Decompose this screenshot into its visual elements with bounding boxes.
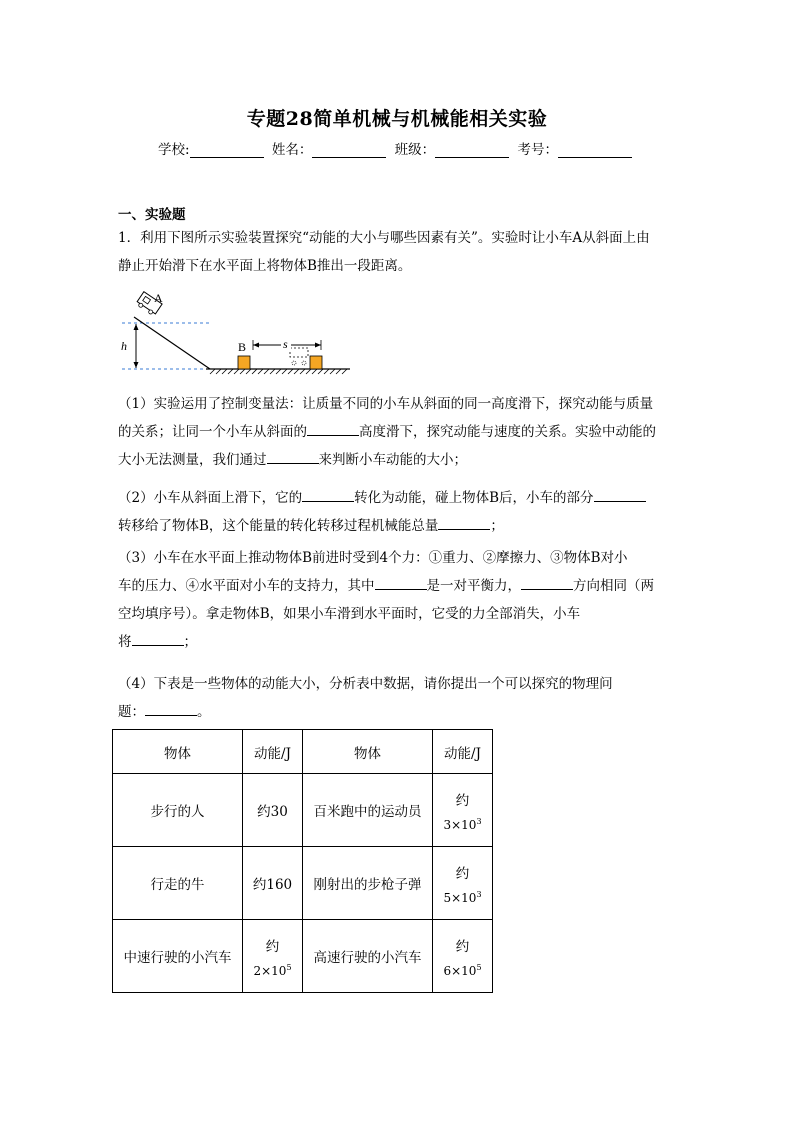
kinetic-energy-table	[112, 729, 493, 993]
table-cell: 百米跑中的运动员	[303, 774, 433, 847]
part-1-line-c: 大小无法测量，我们通过 来判断小车动能的大小；	[118, 446, 678, 474]
number-blank[interactable]	[558, 143, 632, 158]
label-s: s	[283, 337, 288, 351]
header-object-1: 物体	[113, 730, 243, 774]
label-b: B	[238, 340, 247, 354]
table-row	[113, 774, 493, 847]
header-energy-2: 动能/J	[433, 730, 493, 774]
table-cell: 步行的人	[113, 774, 243, 847]
answer-blank-4[interactable]	[594, 487, 646, 502]
name-blank[interactable]	[312, 143, 386, 158]
part-3-line-a: （3）小车在水平面上推动物体B前进时受到4个力：①重力、②摩擦力、③物体B对小	[118, 550, 628, 566]
part-4	[118, 670, 678, 726]
table-cell: 约 $2\times 10^5$	[243, 920, 303, 993]
table-header-row	[113, 730, 493, 774]
incline-diagram	[118, 290, 358, 380]
part-2-line-b: 转移给了物体B，这个能量的转化转移过程机械能总量 ；	[118, 512, 678, 540]
table-cell: 约30	[243, 774, 303, 847]
distance-arrow-right	[315, 343, 321, 348]
height-arrow-bottom	[134, 362, 139, 368]
table-cell: 约 $6\times 10^5$	[433, 920, 493, 993]
table-cell: 约 $5\times 10^3$	[433, 847, 493, 920]
table-cell: 约160	[243, 847, 303, 920]
school-label: 学校:	[158, 142, 190, 158]
label-a: A	[154, 291, 163, 305]
part-2-line-a: （2）小车从斜面上滑下，它的 转化为动能，碰上物体B后，小车的部分	[118, 484, 678, 512]
number-label: 考号：	[517, 142, 558, 158]
school-blank[interactable]	[190, 143, 264, 158]
block-b	[238, 356, 250, 369]
ghost-wheel-1	[292, 361, 296, 365]
header-object-2: 物体	[303, 730, 433, 774]
part-1-line-b: 的关系；让同一个小车从斜面的 高度滑下，探究动能与速度的关系。实验中动能的	[118, 418, 678, 446]
table-cell: 刚射出的步枪子弹	[303, 847, 433, 920]
block-b-moved	[310, 356, 322, 369]
part-2	[118, 484, 678, 540]
part-3-line-b: 车的压力、④水平面对小车的支持力，其中 是一对平衡力， 方向相同（两	[118, 572, 678, 600]
question-stem	[118, 224, 678, 280]
table-cell: 行走的牛	[113, 847, 243, 920]
part-3-line-d: 将 ；	[118, 628, 678, 656]
answer-blank-1[interactable]	[307, 421, 359, 436]
answer-blank-9[interactable]	[145, 701, 197, 716]
page-title: 专题28简单机械与机械能相关实验	[246, 108, 548, 130]
name-label: 姓名：	[271, 142, 313, 158]
height-arrow-top	[134, 324, 139, 330]
question-line-2: 静止开始滑下在水平面上将物体B推出一段距离。	[118, 258, 412, 274]
part-3-line-c: 空均填序号）。拿走物体B，如果小车滑到水平面时，它受的力全部消失，小车	[118, 606, 581, 622]
answer-blank-6[interactable]	[375, 575, 427, 590]
header-energy-1: 动能/J	[243, 730, 303, 774]
answer-blank-2[interactable]	[267, 449, 319, 464]
part-4-line-a: （4）下表是一些物体的动能大小，分析表中数据，请你提出一个可以探究的物理问	[118, 676, 613, 692]
part-1	[118, 390, 678, 474]
distance-arrow-left	[253, 343, 259, 348]
class-label: 班级：	[394, 142, 436, 158]
answer-blank-7[interactable]	[521, 575, 573, 590]
part-3	[118, 544, 678, 656]
cart-dashed-outline	[290, 348, 308, 357]
table-row	[113, 920, 493, 993]
ghost-wheel-2	[302, 361, 306, 365]
class-blank[interactable]	[435, 143, 509, 158]
table-cell: 约 $3\times 10^3$	[433, 774, 493, 847]
label-h: h	[121, 339, 127, 353]
answer-blank-3[interactable]	[302, 487, 354, 502]
table-cell: 高速行驶的小汽车	[303, 920, 433, 993]
table-cell: 中速行驶的小汽车	[113, 920, 243, 993]
ground-hatching	[210, 369, 347, 374]
table-row	[113, 847, 493, 920]
incline-surface	[134, 317, 210, 369]
section-heading: 一、实验题	[118, 207, 186, 223]
answer-blank-5[interactable]	[438, 515, 490, 530]
part-4-line-b: 题： 。	[118, 698, 678, 726]
part-1-line-a: （1）实验运用了控制变量法：让质量不同的小车从斜面的同一高度滑下，探究动能与质量	[118, 396, 654, 412]
answer-blank-8[interactable]	[132, 631, 184, 646]
question-line-1: 1．利用下图所示实验装置探究“动能的大小与哪些因素有关”。实验时让小车A从斜面上由	[118, 230, 650, 246]
student-info-line	[0, 138, 794, 158]
